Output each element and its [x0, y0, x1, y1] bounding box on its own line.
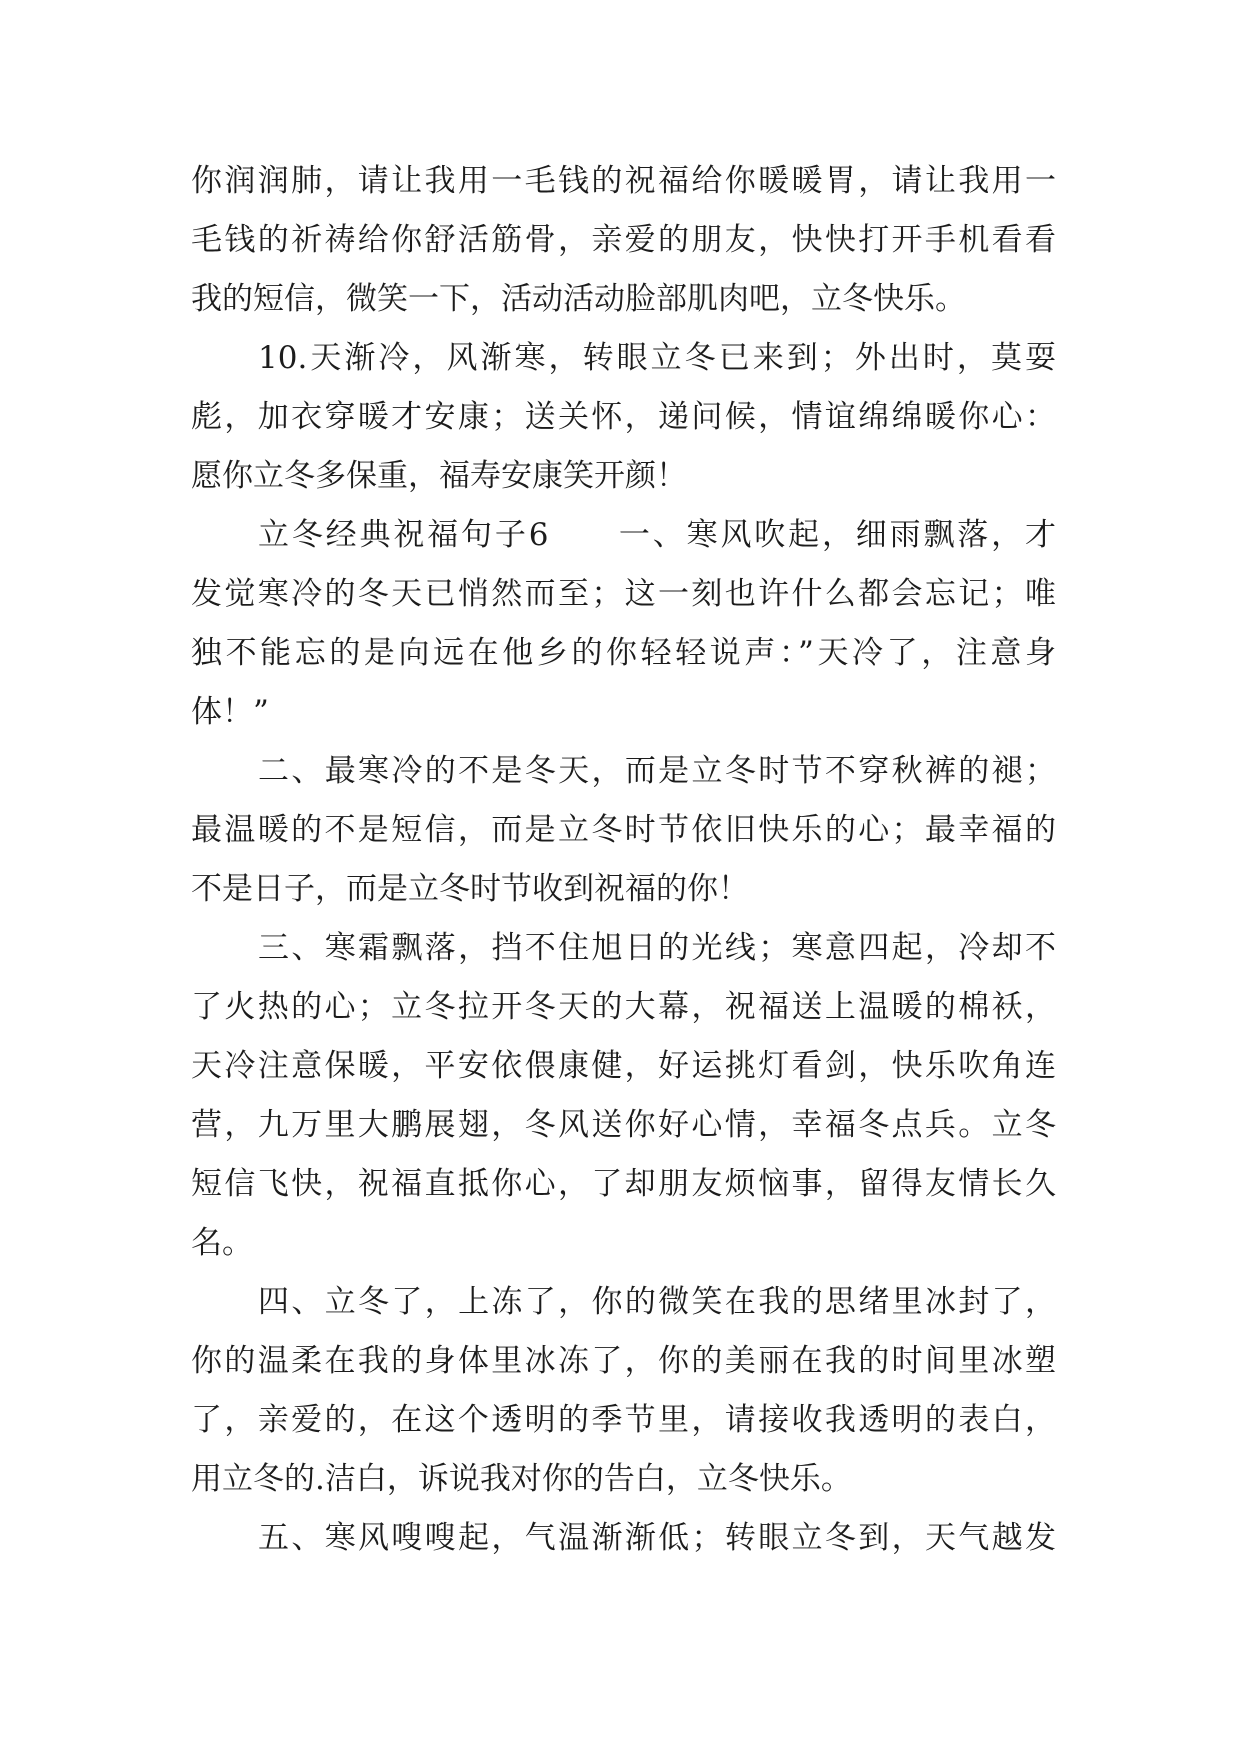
text-line: 发觉寒冷的冬天已悄然而至；这一刻也许什么都会忘记；唯 — [191, 576, 1056, 612]
paragraph — [191, 1509, 1056, 1568]
text-line: 短信飞快，祝福直抵你心，了却朋友烦恼事，留得友情长久 — [191, 1166, 1056, 1202]
paragraph — [191, 506, 1056, 742]
text-line: 独不能忘的是向远在他乡的你轻轻说声：”天冷了，注意身 — [191, 635, 1056, 671]
paragraph — [191, 329, 1056, 506]
text-line: 10.天渐冷，风渐寒，转眼立冬已来到；外出时，莫耍 — [258, 340, 1056, 376]
paragraph — [191, 1273, 1056, 1509]
text-line: 了，亲爱的，在这个透明的季节里，请接收我透明的表白， — [191, 1402, 1056, 1438]
body-text — [191, 152, 1056, 1568]
text-line: 彪，加衣穿暖才安康；送关怀，递问候，情谊绵绵暖你心： — [191, 399, 1056, 435]
text-line: 不是日子，而是立冬时节收到祝福的你！ — [191, 871, 749, 907]
text-line: 最温暖的不是短信，而是立冬时节依旧快乐的心；最幸福的 — [191, 812, 1056, 848]
text-line: 你润润肺，请让我用一毛钱的祝福给你暖暖胃，请让我用一 — [191, 163, 1056, 199]
text-line: 用立冬的.洁白，诉说我对你的告白，立冬快乐。 — [191, 1461, 852, 1497]
text-line: 五、寒风嗖嗖起，气温渐渐低；转眼立冬到，天气越发 — [258, 1520, 1056, 1556]
text-line: 三、寒霜飘落，挡不住旭日的光线；寒意四起，冷却不 — [258, 930, 1056, 966]
text-line: 了火热的心；立冬拉开冬天的大幕，祝福送上温暖的棉袄， — [191, 989, 1056, 1025]
text-line: 毛钱的祈祷给你舒活筋骨，亲爱的朋友，快快打开手机看看 — [191, 222, 1056, 258]
text-line: 名。 — [191, 1225, 253, 1261]
text-line: 天冷注意保暖，平安依偎康健，好运挑灯看剑，快乐吹角连 — [191, 1048, 1056, 1084]
paragraph — [191, 742, 1056, 919]
text-line: 我的短信，微笑一下，活动活动脸部肌肉吧，立冬快乐。 — [191, 281, 966, 317]
text-line: 你的温柔在我的身体里冰冻了，你的美丽在我的时间里冰塑 — [191, 1343, 1056, 1379]
text-line: 二、最寒冷的不是冬天，而是立冬时节不穿秋裤的褪； — [258, 753, 1056, 789]
text-line: 立冬经典祝福句子6 一、寒风吹起，细雨飘落，才 — [258, 517, 1056, 553]
text-line: 体！” — [191, 694, 269, 730]
text-line: 四、立冬了，上冻了，你的微笑在我的思绪里冰封了， — [258, 1284, 1056, 1320]
text-line: 营，九万里大鹏展翅，冬风送你好心情，幸福冬点兵。立冬 — [191, 1107, 1056, 1143]
paragraph — [191, 919, 1056, 1273]
paragraph — [191, 152, 1056, 329]
text-line: 愿你立冬多保重，福寿安康笑开颜！ — [191, 458, 687, 494]
